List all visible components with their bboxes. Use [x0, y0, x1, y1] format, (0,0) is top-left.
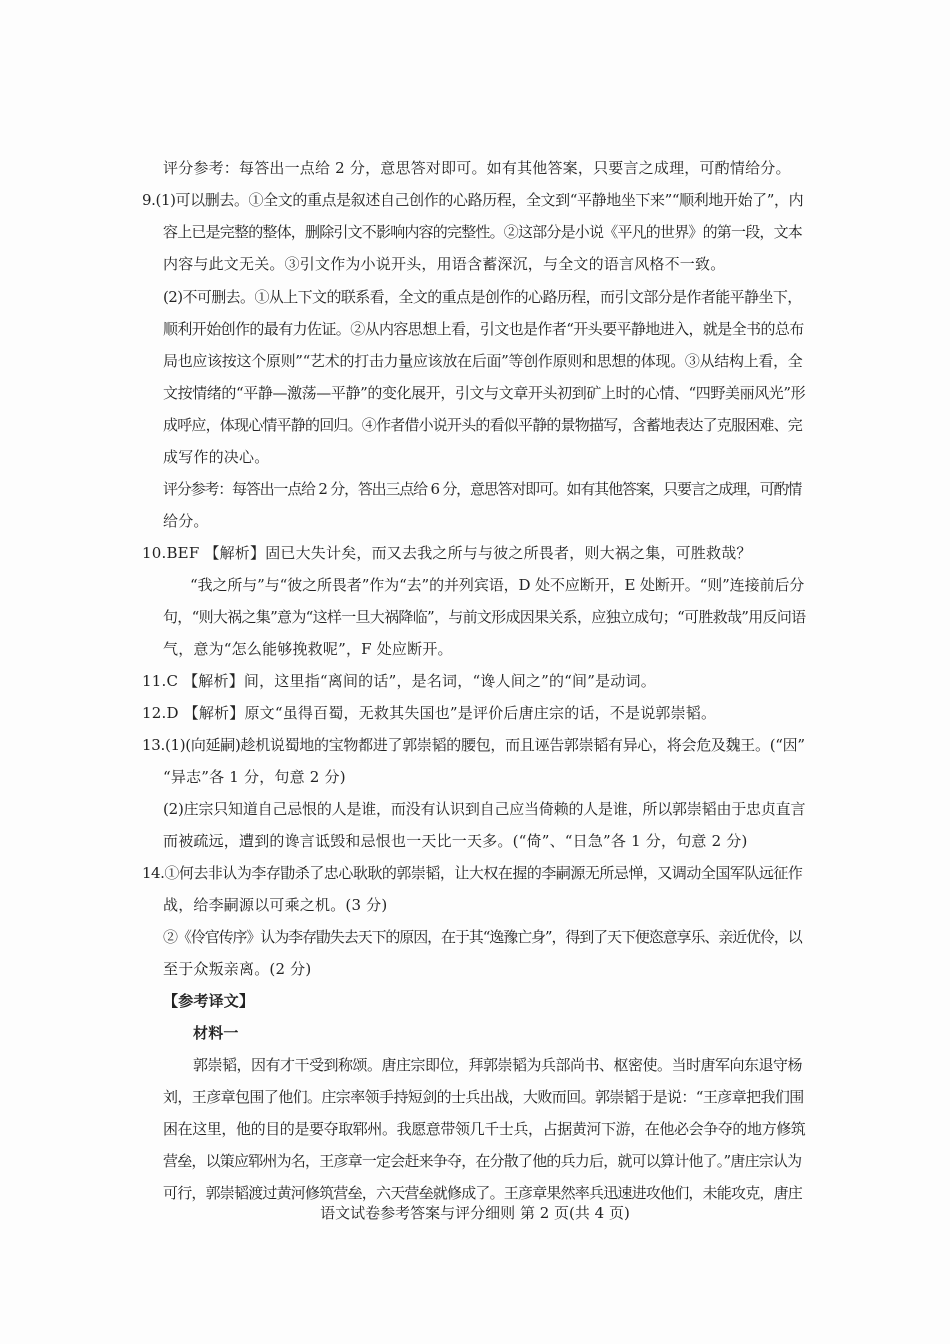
answer-9-2-line-3: 局也应该按这个原则”“艺术的打击力量应该放在后面”等创作原则和思想的体现。③从结构上看，全 [163, 352, 803, 370]
translation-line-5: 可行，郭崇韬渡过黄河修筑营垒，六天营垒就修成了。王彦章果然率兵迅速进攻他们，未能攻克，唐庄 [163, 1184, 803, 1202]
answer-9-1-line-2: 容上已是完整的整体，删除引文不影响内容的完整性。②这部分是小说《平凡的世界》的第一段，文本 [163, 223, 803, 241]
scoring-note-9-line-2: 给分。 [163, 512, 209, 530]
page-footer-visible: 语文试卷参考答案与评分细则 第 2 页(共 4 页) [320, 1204, 630, 1222]
answer-11: 11.C 【解析】间，这里指“离间的话”，是名词，“谗人间之”的“间”是动词。 [142, 672, 656, 690]
answer-13-2-line-1: (2)庄宗只知道自己忌恨的人是谁，而没有认识到自己应当倚赖的人是谁，所以郭崇韬由于忠贞直言 [163, 800, 806, 818]
material-one-heading: 材料一 [193, 1024, 239, 1042]
translation-line-2: 刘，王彦章包围了他们。庄宗率领手持短剑的士兵出战，大败而回。郭崇韬于是说：“王彦章把我们围 [163, 1088, 804, 1106]
translation-line-3: 困在这里，他的目的是要夺取郓州。我愿意带领几千士兵，占据黄河下游，在他必会争夺的地方修筑 [163, 1120, 806, 1138]
answer-9-2-line-6: 成写作的决心。 [163, 448, 270, 466]
answer-14-1-line-2: 战，给李嗣源以可乘之机。(3 分) [163, 896, 388, 914]
answer-9-1-line-3: 内容与此文无关。③引文作为小说开头，用语含蓄深沉，与全文的语言风格不一致。 [163, 255, 726, 273]
answer-9-2-line-1: (2)不可删去。①从上下文的联系看，全文的重点是创作的心路历程，而引文部分是作者能平静坐下， [163, 288, 802, 306]
answer-9-2-line-5: 成呼应，体现心情平静的回归。④作者借小说开头的看似平静的景物描写，含蓄地表达了克服困难、完 [163, 416, 803, 434]
answer-10-line-4: 气，意为“怎么能够挽救呢”，F 处应断开。 [163, 640, 453, 658]
answer-9-1-line-1: 9.(1)可以删去。①全文的重点是叙述自己创作的心路历程，全文到“平静地坐下来”“顺利地开始了”，内 [142, 191, 804, 209]
translation-heading: 【参考译文】 [163, 992, 255, 1010]
answer-13-1-line-2: “异志”各 1 分，句意 2 分) [163, 768, 346, 786]
answer-9-2-line-2: 顺利开始创作的最有力佐证。②从内容思想上看，引文也是作者“开头要平静地进入，就是全书的总布 [163, 320, 804, 338]
scoring-note-8: 评分参考：每答出一点给 2 分，意思答对即可。如有其他答案，只要言之成理，可酌情给分。 [163, 159, 791, 177]
answer-14-2-line-2: 至于众叛亲离。(2 分) [163, 960, 312, 978]
answer-12: 12.D 【解析】原文“虽得百蜀，无救其失国也”是评价后唐庄宗的话，不是说郭崇韬。 [142, 704, 717, 722]
answer-10-line-3: 句，“则大祸之集”意为“这样一旦大祸降临”，与前文形成因果关系，应独立成句；“可胜救哉”用反问语 [163, 608, 806, 626]
answer-13-1-line-1: 13.(1)(向延嗣)趁机说蜀地的宝物都进了郭崇韬的腰包，而且诬告郭崇韬有异心，将会危及魏王。(“因” [142, 736, 805, 754]
scoring-note-9-line-1: 评分参考：每答出一点给 2 分，答出三点给 6 分，意思答对即可。如有其他答案，只要言之成理，可酌情 [163, 480, 802, 498]
answer-14-2-line-1: ②《伶官传序》认为李存勖失去天下的原因，在于其“逸豫亡身”，得到了天下便恣意享乐、亲近优伶，以 [163, 928, 802, 946]
answer-13-2-line-2: 而被疏远，遭到的谗言诋毁和忌恨也一天比一天多。(“倚”、“日急”各 1 分，句意 2 分) [163, 832, 748, 850]
translation-line-1: 郭崇韬，因有才干受到称颂。唐庄宗即位，拜郭崇韬为兵部尚书、枢密使。当时唐军向东退守杨 [193, 1056, 803, 1074]
answer-9-2-line-4: 文按情绪的“平静—激荡—平静”的变化展开，引文与文章开头初到矿上时的心情、“四野美丽风光”形 [163, 384, 806, 402]
answer-10-line-2: “我之所与”与“彼之所畏者”作为“去”的并列宾语，D 处不应断开，E 处断开。“则”连接前后分 [190, 576, 805, 594]
answer-10-line-1: 10.BEF 【解析】固已大失计矣，而又去我之所与与彼之所畏者，则大祸之集，可胜救哉？ [142, 544, 752, 562]
answer-14-1-line-1: 14.①何去非认为李存勖杀了忠心耿耿的郭崇韬，让大权在握的李嗣源无所忌惮，又调动全国军队远征作 [142, 864, 803, 882]
translation-line-4: 营垒，以策应郓州为名，王彦章一定会赶来争夺，在分散了他的兵力后，就可以算计他了。”唐庄宗认为 [163, 1152, 802, 1170]
